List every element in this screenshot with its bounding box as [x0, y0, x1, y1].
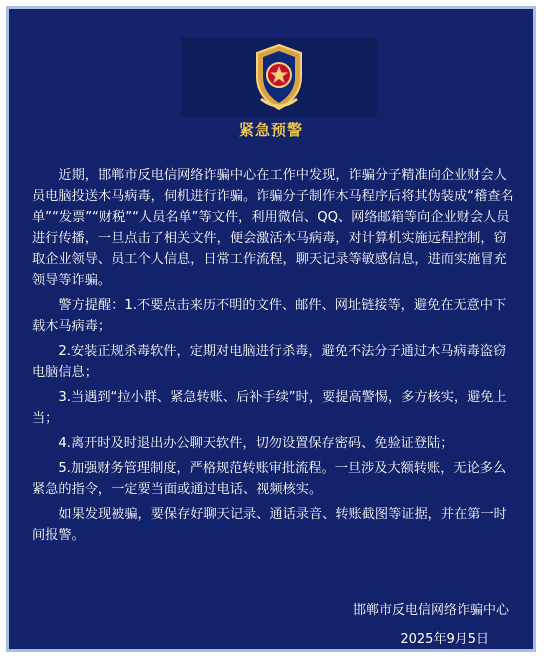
- issue-date: 2025年9月5日: [400, 632, 489, 647]
- paragraph: 5.加强财务管理制度，严格规范转账审批流程。一旦涉及大额转账，无论多么紧急的指令，一定要当面或通过电话、视频核实。: [32, 461, 507, 497]
- paragraph: 警方提醒：1.不要点击来历不明的文件、邮件、网址链接等，避免在无意中下载木马病毒；: [32, 298, 507, 334]
- police-badge-icon: [251, 43, 307, 111]
- paragraph: 4.离开时及时退出办公聊天软件，切勿设置保存密码、免验证登陆；: [58, 436, 454, 451]
- emblem-banner: [181, 37, 377, 117]
- paragraph: 3.当遇到“拉小群、紧急转账、后补手续”时，要提高警惕，多方核实，避免上当；: [32, 390, 507, 426]
- paragraph: 2.安装正规杀毒软件，定期对电脑进行杀毒，避免不法分子通过木马病毒盗窃电脑信息；: [32, 344, 507, 380]
- paragraph: 如果发现被骗，要保存好聊天记录、通话录音、转账截图等证据，并在第一时间报警。: [32, 507, 507, 543]
- paragraph: 近期，邯郸市反电信网络诈骗中心在工作中发现，诈骗分子精准向企业财会人员电脑投送木马病毒，伺机进行诈骗。诈骗分子制作木马程序后将其伪装成“稽查名单”“发票”“财税”“人员名单”等文件，利用微信、QQ、网络邮箱等向企业财会人员进行传播，一旦点击了相关文件，便会激活木马病毒，对计算机实施远程控制，窃取企业领导、员工个人信息，日常工作流程，聊天记录等敏感信息，进而实施冒充领导等诈骗。: [32, 168, 514, 288]
- signature-block: [259, 600, 509, 658]
- alert-title: 紧急预警: [238, 121, 303, 139]
- issuer-name: 邯郸市反电信网络诈骗中心: [352, 603, 509, 618]
- alert-body: [32, 165, 518, 550]
- alert-panel: [6, 6, 536, 652]
